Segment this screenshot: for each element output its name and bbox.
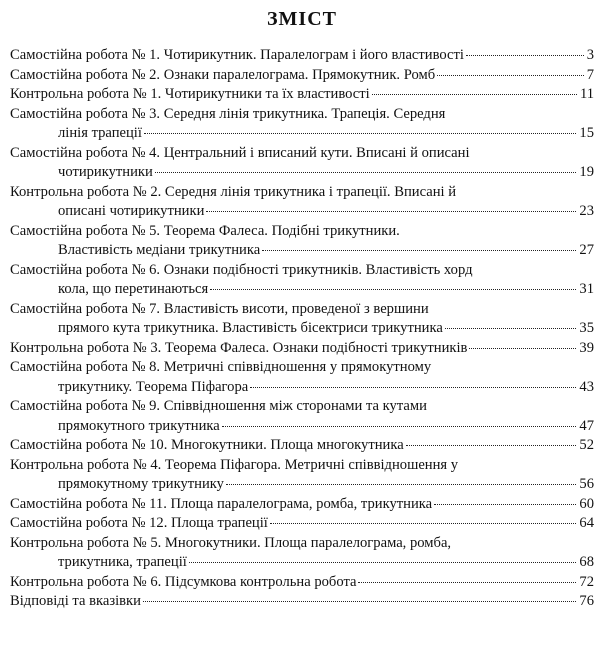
toc-entry-title: описані чотирикутники <box>58 203 205 219</box>
toc-entry-title: Самостійна робота № 11. Площа паралелограма, ромба, трикутника <box>10 495 433 512</box>
toc-entry <box>10 66 594 86</box>
toc-entry-title: трикутнику. Теорема Піфагора <box>58 378 249 395</box>
dot-leader <box>222 426 577 427</box>
toc-entry-line <box>10 66 594 86</box>
toc-page-number: 27 <box>579 242 594 258</box>
toc-entry <box>10 144 594 183</box>
dot-leader <box>144 133 576 134</box>
toc-entry-title: Самостійна робота № 3. Середня лінія трикутника. Трапеція. Середня <box>10 105 446 122</box>
toc-entry <box>10 105 594 144</box>
toc-entry-title: Самостійна робота № 4. Центральний і вписаний кути. Вписані й описані <box>10 144 470 161</box>
toc-page-number: 31 <box>579 281 594 297</box>
toc-entry <box>10 495 594 515</box>
toc-entry-line <box>10 417 594 437</box>
dot-leader <box>155 172 577 173</box>
dot-leader <box>262 250 576 251</box>
toc-entry-line <box>10 553 594 573</box>
toc-entry-line <box>10 202 594 222</box>
toc-entry <box>10 592 594 612</box>
toc-entry-line <box>10 592 594 612</box>
toc-entry-line <box>10 319 594 339</box>
toc-entry <box>10 534 594 573</box>
toc-entry-line <box>10 124 594 144</box>
toc-entry-title: кола, що перетинаються <box>58 281 209 297</box>
toc-entry-line <box>10 514 594 534</box>
toc-entry-title: Контрольна робота № 4. Теорема Піфагора. Метричні співвідношення у <box>10 456 459 473</box>
dot-leader <box>445 328 577 329</box>
toc-page-number: 35 <box>579 320 594 336</box>
toc-entry-line <box>10 475 594 495</box>
toc-entry-title: прямокутного трикутника <box>58 417 220 434</box>
toc-page-number: 19 <box>579 164 594 180</box>
toc-entry-line <box>10 495 594 515</box>
toc-entry-line <box>10 339 594 359</box>
dot-leader <box>226 484 576 485</box>
toc-entry-line <box>10 222 594 242</box>
toc-entry-title: Контрольна робота № 6. Підсумкова контрольна робота <box>10 573 357 590</box>
toc-entry-title: Самостійна робота № 12. Площа трапеції <box>10 515 268 531</box>
toc-entry <box>10 397 594 436</box>
toc-entry-line <box>10 144 594 164</box>
dot-leader <box>372 94 577 95</box>
toc-page-number: 72 <box>579 573 594 590</box>
toc-entry-title: Самостійна робота № 5. Теорема Фалеса. Подібні трикутники. <box>10 222 400 239</box>
toc-page-number: 43 <box>579 378 594 395</box>
toc-entry <box>10 339 594 359</box>
toc-entry-title: трикутника, трапеції <box>58 554 187 570</box>
toc-page-number: 76 <box>579 593 594 609</box>
table-of-contents <box>10 46 594 612</box>
toc-entry <box>10 85 594 105</box>
toc-page-number: 64 <box>579 515 594 531</box>
dot-leader <box>210 289 576 290</box>
toc-entry <box>10 456 594 495</box>
toc-entry-title: Контрольна робота № 1. Чотирикутники та їх властивості <box>10 86 370 102</box>
toc-entry-title: Властивість медіани трикутника <box>58 242 261 258</box>
toc-entry-title: лінія трапеції <box>58 125 142 141</box>
dot-leader <box>469 348 576 349</box>
dot-leader <box>434 504 576 505</box>
toc-entry-line <box>10 456 594 476</box>
toc-page-number: 60 <box>579 495 594 512</box>
toc-entry-line <box>10 300 594 320</box>
toc-entry-line <box>10 280 594 300</box>
toc-entry-line <box>10 183 594 203</box>
toc-page-number: 52 <box>579 437 594 453</box>
dot-leader <box>143 601 576 602</box>
toc-page-number: 68 <box>579 554 594 570</box>
toc-entry <box>10 436 594 456</box>
toc-page-number: 3 <box>586 47 594 63</box>
toc-page-number: 15 <box>579 125 594 141</box>
toc-page-number: 7 <box>586 66 594 83</box>
toc-entry <box>10 222 594 261</box>
dot-leader <box>358 582 576 583</box>
toc-entry-line <box>10 163 594 183</box>
toc-entry <box>10 514 594 534</box>
dot-leader <box>250 387 576 388</box>
dot-leader <box>270 523 577 524</box>
toc-entry-line <box>10 85 594 105</box>
toc-entry-title: Самостійна робота № 10. Многокутники. Площа многокутника <box>10 437 404 453</box>
toc-entry-line <box>10 378 594 398</box>
toc-entry-line <box>10 105 594 125</box>
toc-entry <box>10 183 594 222</box>
toc-entry-line <box>10 436 594 456</box>
page-title: ЗМІСТ <box>267 8 337 30</box>
toc-entry-title: Контрольна робота № 2. Середня лінія трикутника і трапеції. Вписані й <box>10 183 457 200</box>
dot-leader <box>466 55 584 56</box>
dot-leader <box>206 211 576 212</box>
toc-page-number: 47 <box>579 417 594 434</box>
toc-entry <box>10 573 594 593</box>
toc-page-number: 39 <box>579 339 594 356</box>
toc-entry-title: Контрольна робота № 3. Теорема Фалеса. Ознаки подібності трикутників <box>10 339 468 356</box>
toc-entry-line <box>10 261 594 281</box>
toc-entry-title: Контрольна робота № 5. Многокутники. Площа паралелограма, ромба, <box>10 534 452 551</box>
toc-entry-line <box>10 46 594 66</box>
toc-entry-title: Самостійна робота № 9. Співвідношення між сторонами та кутами <box>10 398 427 414</box>
toc-entry-title: Самостійна робота № 1. Чотирикутник. Паралелограм і його властивості <box>10 47 464 63</box>
toc-entry-line <box>10 397 594 417</box>
toc-entry <box>10 358 594 397</box>
toc-entry-line <box>10 534 594 554</box>
toc-page-number: 23 <box>579 203 594 219</box>
toc-entry-title: Самостійна робота № 8. Метричні співвідношення у прямокутному <box>10 359 432 375</box>
toc-entry-title: Відповіді та вказівки <box>10 593 141 609</box>
toc-entry-title: прямокутному трикутнику <box>58 476 224 492</box>
toc-entry <box>10 300 594 339</box>
toc-page-number: 56 <box>579 476 594 492</box>
toc-entry-line <box>10 573 594 593</box>
toc-entry-title: чотирикутники <box>58 164 153 180</box>
toc-entry <box>10 261 594 300</box>
toc-entry-line <box>10 358 594 378</box>
toc-entry <box>10 46 594 66</box>
dot-leader <box>189 562 577 563</box>
dot-leader <box>406 445 577 446</box>
toc-entry-line <box>10 241 594 261</box>
toc-page-number: 11 <box>579 86 594 102</box>
toc-entry-title: Самостійна робота № 2. Ознаки паралелограма. Прямокутник. Ромб <box>10 66 436 83</box>
toc-entry-title: Самостійна робота № 7. Властивість висоти, проведеної з вершини <box>10 300 429 317</box>
toc-entry-title: Самостійна робота № 6. Ознаки подібності трикутників. Властивість хорд <box>10 261 473 278</box>
toc-entry-title: прямого кута трикутника. Властивість бісектриси трикутника <box>58 320 443 336</box>
dot-leader <box>437 75 584 76</box>
